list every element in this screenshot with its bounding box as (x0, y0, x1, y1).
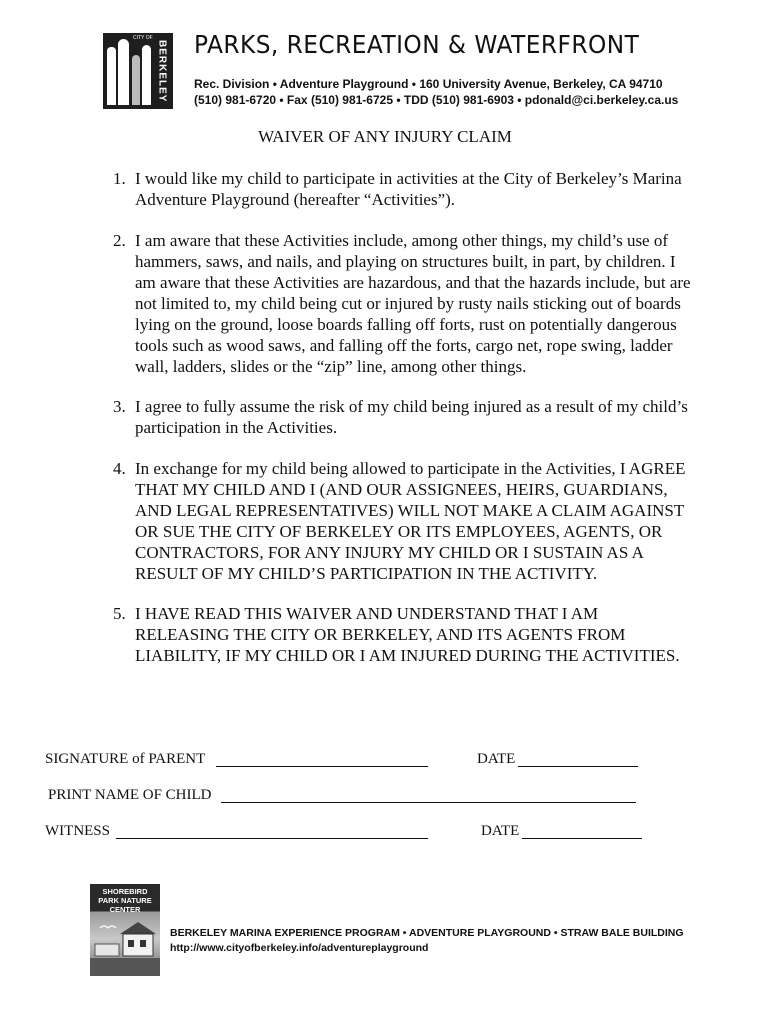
child-name-field[interactable] (221, 802, 636, 803)
date-label-2: DATE (481, 823, 520, 839)
footer-programs: BERKELEY MARINA EXPERIENCE PROGRAM • ADVENTURE PLAYGROUND • STRAW BALE BUILDING (170, 927, 684, 939)
clause-number: 1. (113, 169, 126, 188)
clause-5 (113, 603, 693, 666)
document-title: WAIVER OF ANY INJURY CLAIM (258, 127, 512, 146)
clause-1 (113, 168, 693, 210)
logo-city-of-text: CITY OF (133, 35, 153, 41)
org-address (194, 76, 678, 108)
clause-4 (113, 458, 693, 584)
clause-text: In exchange for my child being allowed to participate in the Activities, I AGREE THAT MY CHILD AND I (AND OUR ASSIGNEES, HEIRS, GUARDIANS, AND LEGAL REPRESENTATIVES) WILL NOT MAKE A CLAIM AGAINST OR SUE THE CITY OF BERKELEY OR ITS EMPLOYEES, AGENTS, OR CONTRACTORS, FOR ANY INJURY MY CHILD OR I SUSTAIN AS A RESULT OF MY CHILD’S PARTICIPATION IN THE ACTIVITY. (135, 458, 686, 583)
waiver-clauses (113, 168, 693, 686)
org-name: PARKS, RECREATION & WATERFRONT (194, 30, 640, 59)
clause-2 (113, 230, 693, 377)
witness-signature-field[interactable] (116, 838, 428, 839)
witness-label: WITNESS (45, 823, 110, 839)
clause-text: I am aware that these Activities include, among other things, my child’s use of hammers, saws, and nails, and playing on structures built, in part, by children. I am aware that these Activities are hazardous, and that the hazards include, but are not limited to, my child being cut or injured by rusty nails sticking out of boards lying on the ground, loose boards falling off forts, rust on potentially dangerous tools such as wood saws, and falling off the forts, cargo net, rope swing, ladder wall, ladders, slides or the “zip” line, among other things. (135, 230, 691, 376)
clause-3 (113, 396, 693, 438)
parent-signature-label: SIGNATURE of PARENT (45, 751, 206, 767)
shorebird-logo-text: SHOREBIRD PARK NATURE CENTER (98, 887, 152, 914)
footer-url[interactable]: http://www.cityofberkeley.info/adventureplayground (170, 942, 429, 954)
clause-text: I agree to fully assume the risk of my child being injured as a result of my child’s participation in the Activities. (135, 397, 688, 437)
city-of-berkeley-logo (103, 33, 173, 109)
shorebird-park-logo (90, 884, 160, 976)
shorebird-building-icon (90, 884, 160, 976)
parent-signature-field[interactable] (216, 766, 428, 767)
child-name-label: PRINT NAME OF CHILD (48, 787, 212, 803)
date-field-2[interactable] (522, 838, 642, 839)
clause-number: 5. (113, 604, 126, 623)
address-line-2: (510) 981-6720 • Fax (510) 981-6725 • TDD (510) 981-6903 • pdonald@ci.berkeley.ca.us (194, 93, 679, 107)
clause-number: 4. (113, 458, 126, 478)
clause-text: I would like my child to participate in activities at the City of Berkeley’s Marina Adventure Playground (hereafter “Activities”). (135, 169, 682, 209)
clause-number: 2. (113, 230, 126, 250)
date-label-1: DATE (477, 751, 516, 767)
logo-berkeley-text: BERKELEY (156, 39, 168, 103)
address-line-1: Rec. Division • Adventure Playground • 160 University Avenue, Berkeley, CA 94710 (194, 77, 663, 91)
footer-info (170, 926, 684, 956)
clause-text: I HAVE READ THIS WAIVER AND UNDERSTAND THAT I AM RELEASING THE CITY OR BERKELEY, AND ITS AGENTS FROM LIABILITY, IF MY CHILD OR I AM INJURED DURING THE ACTIVITIES. (135, 604, 680, 665)
date-field-1[interactable] (518, 766, 638, 767)
clause-number: 3. (113, 397, 126, 416)
